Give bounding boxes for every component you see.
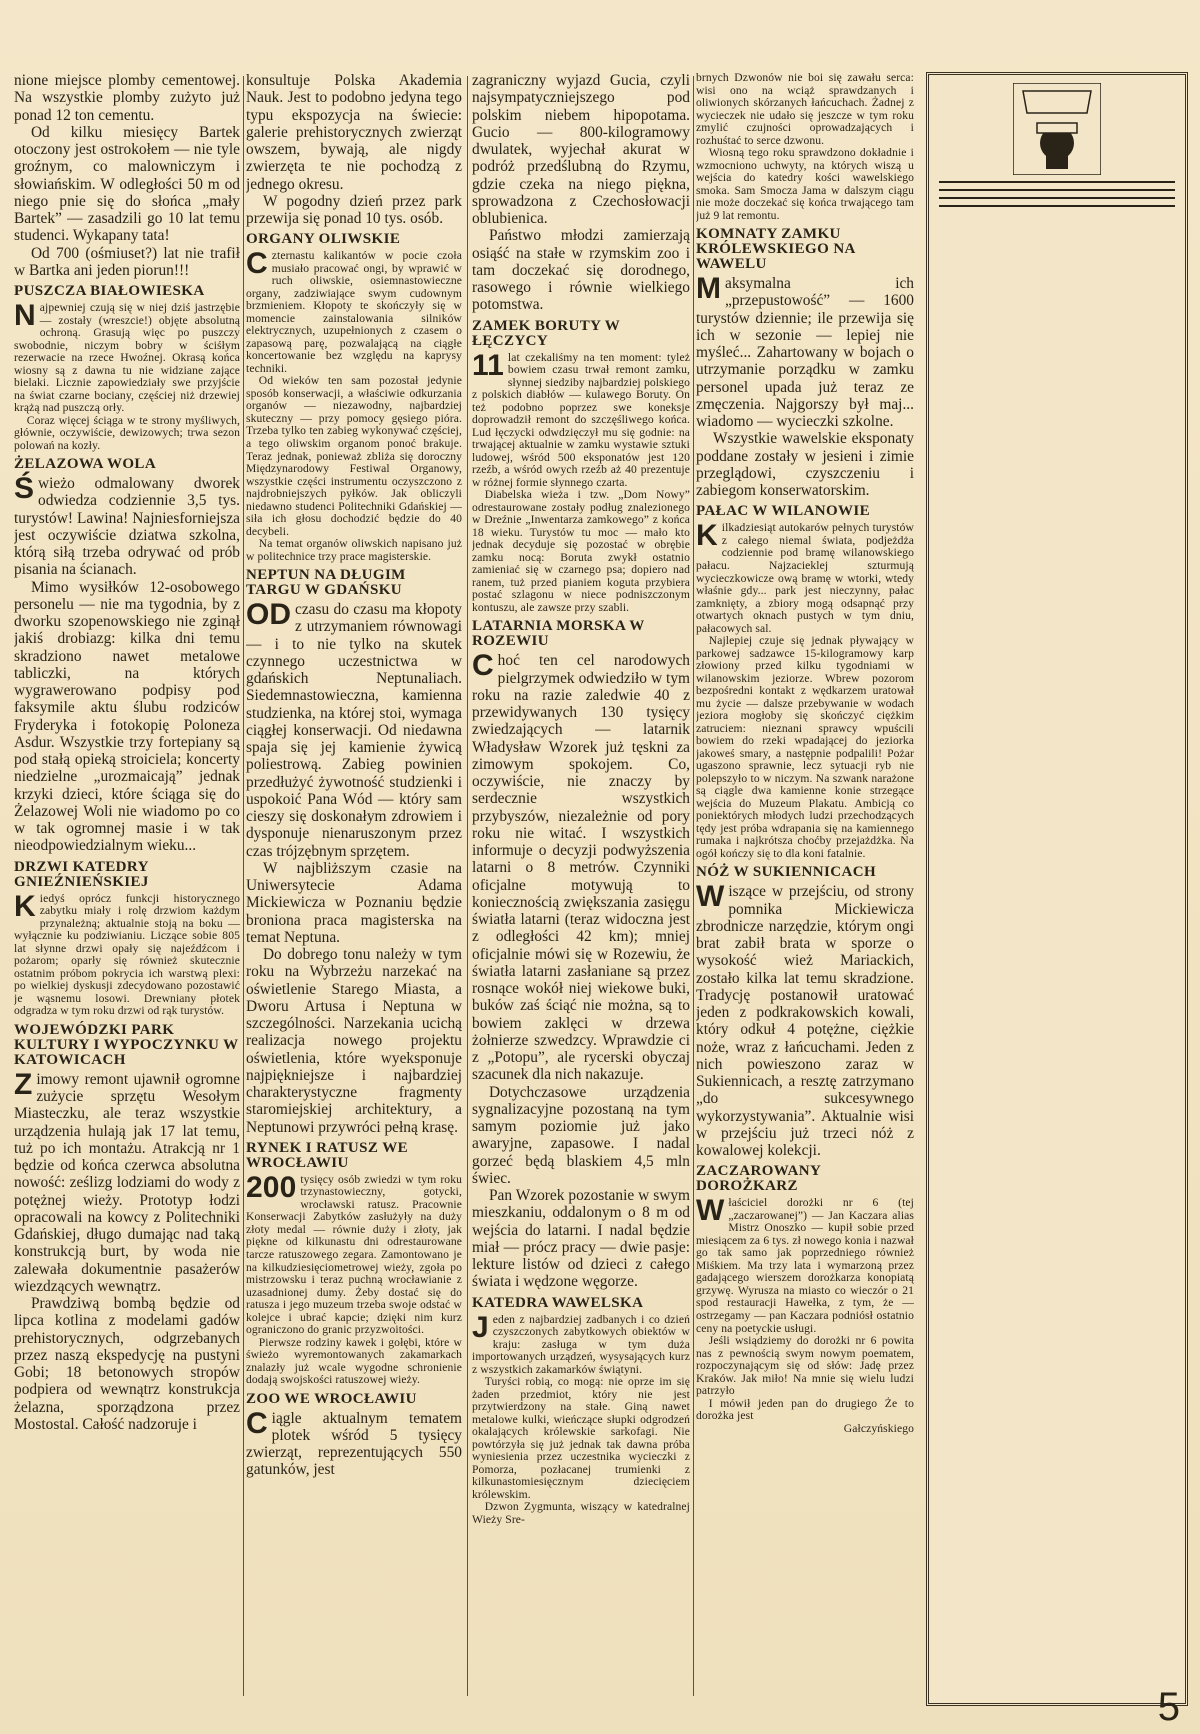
paragraph: [472, 1310, 690, 1377]
drop-cap: 11: [472, 348, 504, 382]
drop-cap: C: [246, 247, 268, 281]
paragraph: Prawdziwą bombą będzie od lipca kotlina z modelami gadów prehistorycznych, odgrzebanych przez naszą ekspedycję na pustyni Gobi; 18 betonowych stropów podpiera od wewnątrz konstrukcja żelazna, sporządzona przez Mostostal. Całość nadzoruje i: [14, 1295, 240, 1433]
paragraph: [14, 889, 240, 1018]
paragraph: Wiosną tego roku sprawdzono dokładnie i wzmocniono uchwyty, na których wiszą u wejścia do katedry kości wawelskiego smoka. Sam Smocza Jama w dalszym ciągu nie może doczekać się końca trwającego tam już 9 lat remontu.: [696, 146, 914, 222]
paragraph-text: ajpewniej czują się w niej dziś jastrzębie — zostały (wreszcie!) objęte absolutną ochroną. Grasują więc po puszczy swobodnie, niczym bobry w ściśłym rezerwacie na rzece Hwoźnej. Okrasą końca wiosny są z dawna tu nie widziane zające bielaki. Licznie zapowiedziały swe przyjście na świat czarne bociany, częściej niż drzewiej krążą nad puszczą orły.: [14, 301, 240, 415]
read-or-not-badge: [1013, 83, 1101, 175]
section-heading: KATEDRA WAWELSKA: [472, 1294, 644, 1311]
section-heading: PUSZCZA BIAŁOWIESKA: [14, 283, 205, 299]
paragraph: [14, 1067, 240, 1295]
paragraph: Wszystkie wawelskie eksponaty poddane zostały w jesieni i zimie przeglądowi, czyszczeniu i zabiegom konserwatorskim.: [696, 430, 914, 500]
section-heading: ZAMEK BORUTY W ŁĘCZYCY: [472, 317, 620, 349]
section-heading: LATARNIA MORSKA W ROZEWIU: [472, 618, 645, 650]
section-heading: DRZWI KATEDRY GNIEŹNIEŃSKIEJ: [14, 858, 149, 890]
paragraph-text: iągle aktualnym tematem plotek wśród 5 tysięcy zwierząt, reprezentujących 550 gatunków, jest: [246, 1409, 462, 1479]
section-tag: [939, 197, 1175, 199]
paragraph-text: zternastu kalikantów w pocie czoła musiało pracować ongi, by wprawić w ruch oliwskie, osiemnastowieczne organy, zadziwiające swym cudownym brzmieniem. Kłopoty te skończyły się w momencie zainstalowania silników elektrycznych, uzupełnionych z czasem o zapasową parę, pozwalającą na ciągłe koncertowanie bez względu na kaprysy techniki.: [246, 249, 462, 375]
paragraph: Diabelska wieża i tzw. „Dom Nowy” odrestaurowane zostały podług znalezionego w Dreźnie „Inwentarza zamkowego” z końca 18 wieku. Turystów tu moc — mało kto jednak decyduje się pozostać w obrębie zamku nocą: Boruta zwykł ostatnio zamieniać się w czarnego psa; dopiero nad ranem, tuż przed pianiem koguta przybiera postać szlagonu w niece podniszczonym kontuszu, ale zawsze przy szabli.: [472, 488, 690, 614]
paragraph-text: imowy remont ujawnił ogromne zużycie sprzętu Wesołym Miasteczku, ale teraz wszystkie urządzenia hulają jak 17 lat temu, tuż po ich montażu. Atrakcją nr 1 będzie od końca czerwca absolutna nowość: ześlizg lodziami do wody z potężnej wieży. Prototyp łodzi opracowali na kowcy z Politechniki Gdańskiej, długo dumając nad taką konstrukcją burt, by woda nie zalewała dokumentnie pasażerów wiezdzących wewnątrz.: [14, 1070, 240, 1295]
section-heading: PAŁAC W WILANOWIE: [696, 503, 871, 520]
paragraph: Mimo wysiłków 12-osobowego personelu — nie ma tygodnia, by z dworku szopenowskiego nie zginął jakiś drobiazg: kilka dni temu skradziono nawet metalowe tabliczki, na których wygrawerowano podpisy pod faksymile aktu ślubu rodziców Fryderyka i fotokopię Poloneza Asdur. Wszystkie trzy fortepiany są pod stałą opieką stroiciela; koncerty niedzielne „urozmaicają” jednak krzyki dzieci, które ściąga się do Żelazowej Woli nie wiadomo po co w tak ogromnej masie i w tak nieodpowiedzialnym wieku...: [14, 578, 240, 855]
section-tag: [939, 205, 1175, 207]
paragraph-text: hoć ten cel narodowych pielgrzymek odwiedziło w tym roku na razie zaledwie 40 z przewidywanych 130 tysięcy zwiedzających — latarnik Władysław Wzorek już tęskni za zimowym spokojem. Co, oczywiście, nie znaczy by serdecznie wszystkich przybyszów, niezależnie od pory roku nie witać. I wszystkich informuje o decyzji podwyższenia latarni o 8 metrów. Czynniki oficjalne motywują to koniecznością zwiększania zasięgu światła latarni (teraz widoczna jest z odległości 42 km); mniej oficjalnie mówi się w Rozewiu, że światła latarni zasłaniane są przez rosnące wokół niej wiekowe buki, buków zaś ściąć nie można, są to bowiem zaklęci w drzewa żołnierze szwedzcy. Wprawdzie ci z „Potopu”, ale rycerski obyczaj szacunek dla nich nakazuje.: [472, 652, 690, 1084]
paragraph: [14, 299, 240, 415]
paragraph: W najbliższym czasie na Uniwersytecie Adama Mickiewicza w Poznaniu będzie broniona praca magisterska na temat Neptuna.: [246, 859, 462, 946]
drop-cap: C: [472, 649, 494, 683]
paragraph: I mówił jeden pan do drugiego Że to dorożka jest: [696, 1396, 914, 1423]
paragraph: Od 700 (ośmiuset?) lat nie trafił w Bartka ani jeden piorun!!!: [14, 244, 240, 279]
section-heading: ZOO WE WROCŁAWIU: [246, 1390, 417, 1407]
section-heading: ORGANY OLIWSKIE: [246, 231, 401, 248]
paragraph-text: czasu do czasu ma kłopoty z utrzymaniem równowagi — i to nie tylko na skutek czynnego uczestnictwa w gdańskich Neptunaliach. Siedemnastowieczna, kamienna studzienka, na której stoi, wymaga ciągłej konserwacji. Od niedawna spaja się jej kamienie żywicą poliestrową. Zabieg powinien przedłużyć żywotność studzienki i uspokoić Pana Wód — który sam cieszy się doskonałym zdrowiem i dysponuje nienaruszonym przez czas trójzębnym sprzętem.: [246, 601, 462, 860]
paragraph: konsultuje Polska Akademia Nauk. Jest to podobno jedyna tego typu ekspozycja na świecie: galerie prehistorycznych zwierząt owszem, bywają, ale nigdy zwierzęta te nie pochodzą z jednego okresu.: [246, 72, 462, 193]
column-3: [472, 72, 690, 1696]
paragraph: [696, 880, 914, 1160]
paragraph: [696, 272, 914, 431]
column-divider: [467, 76, 468, 1696]
paragraph: Państwo młodzi zamierzają osiąść na stałe w rzymskim zoo i tam doczekać się dorodnego, rasowego i równie wielkiego potomstwa.: [472, 227, 690, 314]
paragraph: [14, 472, 240, 579]
paragraph-text: łaściciel dorożki nr 6 (tej „zaczarowanej”) — Jan Kaczara alias Mistrz Onoszko — kupił sobie przed miesiącem za 6 tys. zł nowego konia i nazwał go tak samo jak poprzedniego również Miśkiem. Ma trzy lata i wymarzoną przez gadającego wierszem dorożkarza konopiatą grzywę. Wyrusza na miasto co wieczór o 21 spod restauracji Hawełka, z tym, że — ostrzegamy — pan Kaczara podniósł ostatnio ceny na poetyckie usługi.: [696, 1196, 914, 1335]
paragraph: Do dobrego tonu należy w tym roku na Wybrzeżu narzekać na oświetlenie Starego Miasta, a Dworu Artusa i Neptuna w szczególności. Narzekania ucichą realizacja nowego projektu oświetlenia, które wyeksponuje najpiękniejsze i najbardziej charakterystyczne fragmenty staromiejskiej architektury, a Neptunowi przywróci pełną krasę.: [246, 946, 462, 1136]
paragraph: Pan Wzorek pozostanie w swym mieszkaniu, oddalonym o 8 m od wejścia do latarni. I nadal będzie miał — prócz pracy — dwie pasje: lekture listów od dzieci z całego świata i wędzone węgorze.: [472, 1187, 690, 1291]
paragraph: [696, 1194, 914, 1335]
section-tag: [939, 189, 1175, 191]
paragraph-text: aksymalna ich „przepustowość” — 1600 turystów dziennie; ile przewija się ich w sezonie — lepiej nie myśleć... Zahartowany w bojach o utrzymanie porządku w zamku personel upada już teraz ze zmęczenia. Najgorszy był maj... wiadomo — wycieczki szkolne.: [696, 275, 914, 431]
column-divider: [693, 76, 694, 1696]
paragraph: brnych Dzwonów nie boi się zawału serca: wisi ono na wciąż sprawdzanych i oliwionych skórzanych łańcuchach. Żadnej z wycieczek nie udało się jeszcze w tym roku zmylić czujności oprowadzających i rozhuśtać to serce dzwonu.: [696, 72, 914, 147]
paragraph: Jeśli wsiądziemy do dorożki nr 6 powita nas z pewnością swym nowym poematem, rozpoczynającym się od słów: Jadę przez Kraków. Jak miło! Na mnie się wielu ludzi patrzyło: [696, 1334, 914, 1398]
page-number: 5: [1157, 1685, 1180, 1729]
paragraph: Najlepiej czuje się jednak pływający w parkowej sadzawce 15-kilogramowy karp złowiony przed kilku tygodniami w wilanowskim jeziorze. Wbrew pozorom bezpośredni kontakt z wędkarzem uratował mu życie — dalsze przebywanie w wodach jeziora mogłoby się skończyć ciężkim zatruciem: nieznani sprawcy wpuścili bowiem do rzeki wpadającej do jeziorka jakoweś smary, a następnie podpalili! Pożar ugaszono sprawnie, lecz sytuacji ryb nie polepszyło to w niczym. Na szwank narażone są ciągle dwa kamienne konie strzegące wejścia do Muzeum Plakatu. Ambicją co poniektórych młodych ludzi przechodzących tędy jest próba wdrapania się na kamiennego rumaka i najkrótsza choćby przejażdżka. Na ogół kończy się to dla koni fatalnie.: [696, 634, 914, 860]
paragraph: [472, 348, 690, 490]
paragraph: [246, 598, 462, 860]
section-heading: ŻELAZOWA WOLA: [14, 456, 157, 473]
drop-cap: W: [696, 1194, 725, 1228]
reading-figure-icon: [1013, 83, 1101, 175]
paragraph-text: tysięcy osób zwiedzi w tym roku trzynastowieczny, gotycki, wrocławski ratusz. Pracownie Konserwacji Zabytków zasłużyły na duży złoty medal — równie duży i złoty, jak piękne od kilkunastu dni odrestaurowane tarcze ratuszowego zegara. Zamontowano je na kilkudziesięciometrowej wieży, zgoła po mistrzowsku i teraz puchną wrocławianie z uzasadnionej dumy. Żeby dostać się do ratusza i jego muzeum trzeba swoje odstać w kolejce i ubrać kapcie; dzięki nim kurz ograniczono do granic przyzwoitości.: [246, 1172, 462, 1337]
column-2: [246, 72, 462, 1696]
paragraph: [246, 1406, 462, 1479]
column-4: [696, 72, 914, 1696]
paragraph: Dotychczasowe urządzenia sygnalizacyjne pozostaną na tym samym poziomie już jako awaryjne, zapasowe. I nadal gorzeć będą blaskiem 4,5 mln świec.: [472, 1083, 690, 1187]
paragraph: [696, 519, 914, 635]
paragraph: Turyści robią, co mogą: nie oprze im się żaden przedmiot, który nie jest przytwierdzony na stałe. Giną nawet metalowe kulki, wieńczące słupki odgrodzeń okalających królewskie sarkofagi. Nie powtórzyła się już jednak tak dawna próba wyniesienia przez uczestnika wycieczki z Pomorza, pozłacanej trumienki z kilkunastomiesięcznym dziecięciem królewskim.: [472, 1375, 690, 1501]
section-heading: WOJEWÓDZKI PARK KULTURY I WYPOCZYNKU W KATOWICACH: [14, 1021, 239, 1068]
drop-cap: W: [696, 880, 725, 914]
paragraph-text: wieżo odmalowany dworek odwiedza codziennie 3,5 tys. turystów! Lawina! Najniesforniejsza jest oczywiście dziatwa szkolna, którą siłą trzeba odrywać od prób pisania na ścianach.: [14, 475, 240, 579]
column-1: [14, 72, 240, 1696]
books-sidebar: [926, 72, 1188, 1706]
section-heading: NÓŻ W SUKIENNICACH: [696, 864, 877, 881]
drop-cap: Z: [14, 1067, 33, 1101]
paragraph-text: ilkadziesiąt autokarów pełnych turystów z całego niemal świata, podjeżdża codziennie pod bramę wilanowskiego pałacu. Najzacieklej szturmują wycieczkowicze ową bramę w wtorki, wtedy właśnie gdy... park jest nieczynny, pałac zamknięty, a zbiory mogą odsapnąć przy otwartych oknach pustych w tym dniu, pałacowych sal.: [696, 521, 914, 635]
drop-cap: J: [472, 1310, 489, 1344]
paragraph: W pogodny dzień przez park przewija się ponad 10 tys. osób.: [246, 192, 462, 227]
paragraph: nione miejsce plomby cementowej. Na wszystkie plomby zużyto już ponad 12 ton cementu.: [14, 72, 240, 124]
paragraph: Od kilku miesięcy Bartek otoczony jest ostrokołem — nie tyle groźnym, co malowniczym i słowiańskim. W odległości 50 m od niego pnie się do słońca „mały Bartek” — zasadzili go 10 lat temu studenci. Wykapany tata!: [14, 123, 240, 245]
paragraph-text: lat czekaliśmy na ten moment: tyleż bowiem czasu trwał remont zamku, słynnej siedziby najbardziej polskiego z polskich diabłów — kulawego Boruty. On też podobno poprzez swe koneksje doprowadził remont do szczęśliwego końca. Lud łęczycki odwdzięczył mu się godnie: na trwającej aktualnie w zamku wystawie sztuki ludowej, wśród 500 eksponatów jest 120 rzeźb, a wśród owych rzeźb aż 40 prezentuje w różnej formie słynnego czarta.: [472, 350, 690, 489]
section-heading: NEPTUN NA DŁUGIM TARGU W GDAŃSKU: [246, 567, 406, 599]
drop-cap: N: [14, 299, 36, 332]
paragraph-text: iszące w przejściu, od strony pomnika Mickiewicza zbrodnicze narzędzie, którym ongi brat zabił brata w sporze o wysokość wież Mariackich, zostało kilka lat temu skradzione. Tradycję postanowił uratować jeden z podkrakowskich kowali, który odkuł 4 potężne, ciężkie noże, wraz z łańcuchami. Jeden z nich powieszono zaraz w Sukiennicach, a resztę zatrzymano „do sukcesywnego wykorzystywania”. Aktualnie wisi w przejściu już trzeci nóż z kowalowej kolekcji.: [696, 883, 914, 1160]
drop-cap: C: [246, 1406, 268, 1440]
section-heading: RYNEK I RATUSZ WE WROCŁAWIU: [246, 1139, 409, 1171]
paragraph-text: iedyś oprócz funkcji historycznego zabytku miały i rolę drzwiom każdym przynależną; aktualnie stoją na boku — wyłącznie ku podziwianiu. Liczące sobie 805 lat słynne drzwi opały się najeźdźcom i pożarom; oparły się również skutecznie ostatnim próbom pokrycia ich warstwą plexi: po wielkiej dyskusji zdecydowano pozostawić je wąsnemu losowi. Drewniany płotek odgradza w tym roku drzwi od rąk turystów.: [14, 891, 240, 1018]
paragraph: Dzwon Zygmunta, wiszący w katedralnej Wieży Sre-: [472, 1500, 690, 1526]
paragraph-text: eden z najbardziej zadbanych i co dzień czyszczonych zabytkowych obiektów w kraju: zasługa w tym duża importowanych urządzeń, wysysających kurz z wszystkich zakamarków świątyni.: [472, 1312, 690, 1376]
drop-cap: 200: [246, 1170, 297, 1204]
signature-line: Gałczyńskiego: [843, 1421, 914, 1435]
paragraph: Od wieków ten sam pozostał jedynie sposób konserwacji, a właściwie odkurzania organów — niezawodny, najbardziej skuteczny — przy pomocy gęsiego pióra. Trzeba tylko ten zabieg wykonywać częściej, a tego oliwskim organom ponoć brakuje. Teraz jednak, ponieważ zbliża się doroczny Międzynarodowy Festiwal Organowy, wszystkie części instrumentu oczyszczono z najdrobniejszych pyłków. Jak obliczyli niedawno studenci Politechniki Gdańskiej — siła ich głosu dochodzić będzie do 40 decybeli.: [246, 374, 462, 538]
drop-cap: K: [696, 519, 718, 553]
paragraph: Na temat organów oliwskich napisano już w politechnice trzy prace magisterskie.: [246, 537, 462, 563]
column-divider: [243, 76, 244, 1696]
section-heading: ZACZAROWANY DOROŻKARZ: [696, 1163, 821, 1195]
drop-cap: OD: [246, 598, 291, 632]
drop-cap: Ś: [14, 472, 35, 506]
paragraph: [472, 649, 690, 1084]
drop-cap: K: [14, 889, 36, 923]
paragraph: [246, 247, 462, 375]
paragraph: Pierwsze rodziny kawek i gołębi, które w świeżo wyremontowanych zakamarkach znalazły już wcale wygodne schronienie dodają swojskości ratuszowej wieży.: [246, 1335, 462, 1387]
sidebar-box: [926, 72, 1188, 1706]
paragraph: Coraz więcej ściąga w te strony myśliwych, głównie, oczywiście, dewizowych; trwa sezon polowań na kozły.: [14, 413, 240, 452]
drop-cap: M: [696, 272, 721, 306]
section-tag: [939, 181, 1175, 183]
paragraph: [246, 1170, 462, 1337]
section-heading: KOMNATY ZAMKU KRÓLEWSKIEGO NA WAWELU: [696, 226, 855, 273]
paragraph: zagraniczny wyjazd Gucia, czyli najsympatyczniejszego pod polskim niebem hipopotama. Gucio — 800-kilogramowy dwulatek, wyjechał akurat w podróż przedślubną do Rzymu, gdzie czeka na niego piękna, sprowadzona z Czechosłowacji oblubienica.: [472, 72, 690, 227]
